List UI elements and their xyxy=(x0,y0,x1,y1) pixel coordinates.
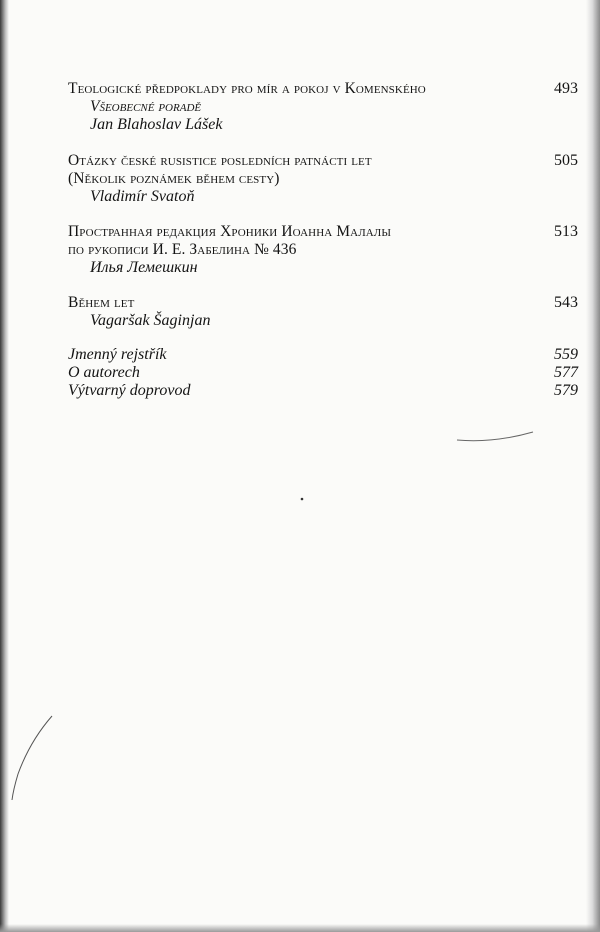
toc-entry-1-author: Jan Blahoslav Lášek xyxy=(90,116,223,133)
page-edge-right xyxy=(586,0,600,932)
pencil-mark-right xyxy=(455,428,535,444)
toc-entry-2-title: Otázky české rusistice posledních patnácti let xyxy=(68,152,372,169)
toc-index-page: 577 xyxy=(554,364,578,381)
toc-entry-1-title: Teologické předpoklady pro mír a pokoj v Komenského xyxy=(68,80,426,97)
toc-entry-4-title: Během let xyxy=(68,294,135,311)
toc-index-item xyxy=(68,346,578,364)
toc-entry-1 xyxy=(68,80,578,134)
toc-entry-4 xyxy=(68,294,578,330)
toc-entry-3-title: Пространная редакция Хроники Иоанна Малалы xyxy=(68,223,392,240)
toc-index-page: 559 xyxy=(554,346,578,363)
toc-index-block xyxy=(68,346,578,400)
toc-entry-2 xyxy=(68,152,578,206)
ink-dot xyxy=(299,496,305,502)
toc-entry-3-page: 513 xyxy=(554,223,578,240)
toc-entry-1-subtitle: Všeobecné poradě xyxy=(90,98,202,115)
toc-entry-3-title-cont: по рукописи И. Е. Забелина № 436 xyxy=(68,241,297,258)
pencil-mark-left xyxy=(8,712,56,802)
toc-entry-1-page: 493 xyxy=(554,80,578,97)
toc-index-page: 579 xyxy=(554,382,578,399)
toc-entry-3 xyxy=(68,223,578,277)
toc-index-label: Výtvarný doprovod xyxy=(68,382,191,399)
toc-index-label: Jmenný rejstřík xyxy=(68,346,167,363)
toc-index-item xyxy=(68,364,578,382)
toc-entry-2-author: Vladimír Svatoň xyxy=(90,188,195,205)
toc-entry-2-title-cont: (Několik poznámek během cesty) xyxy=(68,170,280,187)
toc-index-label: O autorech xyxy=(68,364,140,381)
toc-entry-4-page: 543 xyxy=(554,294,578,311)
toc-entry-3-author: Илья Лемешкин xyxy=(90,259,198,276)
toc-index-item xyxy=(68,382,578,400)
toc-entry-2-page: 505 xyxy=(554,152,578,169)
toc-entry-4-author: Vagaršak Šaginjan xyxy=(90,312,211,329)
page-edge-bottom xyxy=(0,924,600,932)
